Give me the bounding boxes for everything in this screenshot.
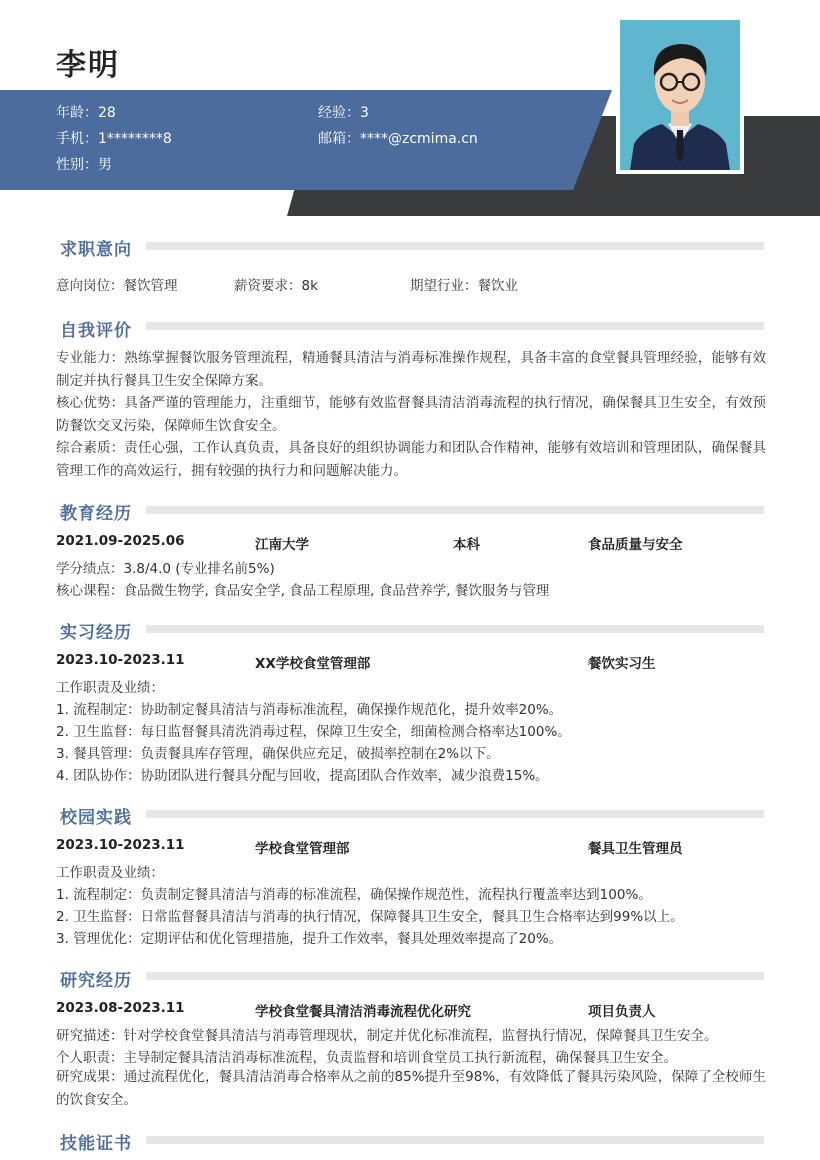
section-title-campus: 校园实践 — [60, 808, 132, 828]
gender-field: 性别：男 — [56, 157, 112, 173]
section-title-research: 研究经历 — [60, 971, 132, 991]
campus-item: 1. 流程制定：负责制定餐具清洁与消毒的标准流程，确保操作规范性，流程执行覆盖率达到100%。 — [56, 887, 652, 903]
intent-salary: 薪资要求：8k — [234, 278, 318, 294]
research-role: 项目负责人 — [588, 1004, 656, 1020]
intent-industry: 期望行业：餐饮业 — [410, 278, 518, 294]
education-degree: 本科 — [453, 537, 480, 553]
section-title-intent: 求职意向 — [60, 240, 132, 260]
education-date: 2021.09-2025.06 — [56, 533, 185, 549]
education-gpa: 学分绩点：3.8/4.0 (专业排名前5%) — [56, 561, 275, 577]
research-desc: 研究描述：针对学校食堂餐具清洁与消毒管理现状，制定并优化标准流程，监督执行情况，保障餐具卫生安全。 — [56, 1028, 718, 1044]
self-eval-1: 专业能力：熟练掌握餐饮服务管理流程，精通餐具清洁与消毒标准操作规程，具备丰富的食堂餐具管理经验，能够有效制定并执行餐具卫生安全保障方案。 — [56, 350, 766, 389]
phone-field: 手机：1********8 — [56, 131, 172, 147]
email-field: 邮箱：****@zcmima.cn — [318, 131, 478, 147]
section-divider — [146, 506, 764, 514]
internship-item: 3. 餐具管理：负责餐具库存管理，确保供应充足，破损率控制在2%以下。 — [56, 746, 500, 762]
campus-intro: 工作职责及业绩： — [56, 865, 164, 881]
education-school: 江南大学 — [255, 537, 309, 553]
research-duty: 个人职责：主导制定餐具清洁消毒标准流程，负责监督和培训食堂员工执行新流程，确保餐具卫生安全。 — [56, 1050, 677, 1066]
education-major: 食品质量与安全 — [588, 537, 683, 553]
education-courses: 核心课程：食品微生物学, 食品安全学, 食品工程原理, 食品营养学, 餐饮服务与管理 — [56, 583, 550, 599]
section-divider — [146, 625, 764, 633]
campus-date: 2023.10-2023.11 — [56, 837, 185, 853]
self-eval-3: 综合素质：责任心强，工作认真负责，具备良好的组织协调能力和团队合作精神，能够有效培训和管理团队，确保餐具管理工作的高效运行，拥有较强的执行力和问题解决能力。 — [56, 440, 766, 479]
section-divider — [146, 1136, 764, 1144]
internship-role: 餐饮实习生 — [588, 656, 656, 672]
section-divider — [146, 322, 764, 330]
campus-item: 2. 卫生监督：日常监督餐具清洁与消毒的执行情况，保障餐具卫生安全，餐具卫生合格率达到99%以上。 — [56, 909, 684, 925]
profile-photo — [620, 20, 740, 170]
campus-org: 学校食堂管理部 — [255, 841, 350, 857]
section-divider — [146, 810, 764, 818]
section-title-self: 自我评价 — [60, 321, 132, 341]
section-title-internship: 实习经历 — [60, 623, 132, 643]
internship-item: 2. 卫生监督：每日监督餐具清洗消毒过程，保障卫生安全，细菌检测合格率达100%。 — [56, 724, 571, 740]
internship-intro: 工作职责及业绩： — [56, 680, 164, 696]
intent-position: 意向岗位：餐饮管理 — [56, 278, 178, 294]
experience-field: 经验：3 — [318, 105, 369, 121]
profile-photo-frame — [616, 16, 744, 174]
section-title-skills: 技能证书 — [60, 1134, 132, 1154]
campus-role: 餐具卫生管理员 — [588, 841, 683, 857]
candidate-name: 李明 — [56, 48, 120, 83]
research-project: 学校食堂餐具清洁消毒流程优化研究 — [255, 1004, 471, 1020]
section-divider — [146, 242, 764, 250]
research-date: 2023.08-2023.11 — [56, 1000, 185, 1016]
internship-item: 1. 流程制定：协助制定餐具清洁与消毒标准流程，确保操作规范化，提升效率20%。 — [56, 702, 563, 718]
internship-org: XX学校食堂管理部 — [255, 656, 371, 672]
internship-item: 4. 团队协作：协助团队进行餐具分配与回收，提高团队合作效率，减少浪费15%。 — [56, 768, 549, 784]
section-title-education: 教育经历 — [60, 504, 132, 524]
campus-item: 3. 管理优化：定期评估和优化管理措施，提升工作效率，餐具处理效率提高了20%。 — [56, 931, 563, 947]
internship-date: 2023.10-2023.11 — [56, 652, 185, 668]
self-eval-2: 核心优势：具备严谨的管理能力，注重细节，能够有效监督餐具清洁消毒流程的执行情况，确保餐具卫生安全，有效预防餐饮交叉污染，保障师生饮食安全。 — [56, 395, 766, 434]
section-divider — [146, 972, 764, 980]
research-result: 研究成果：通过流程优化，餐具清洁消毒合格率从之前的85%提升至98%，有效降低了餐具污染风险，保障了全校师生的饮食安全。 — [56, 1069, 766, 1108]
age-field: 年龄：28 — [56, 105, 116, 121]
